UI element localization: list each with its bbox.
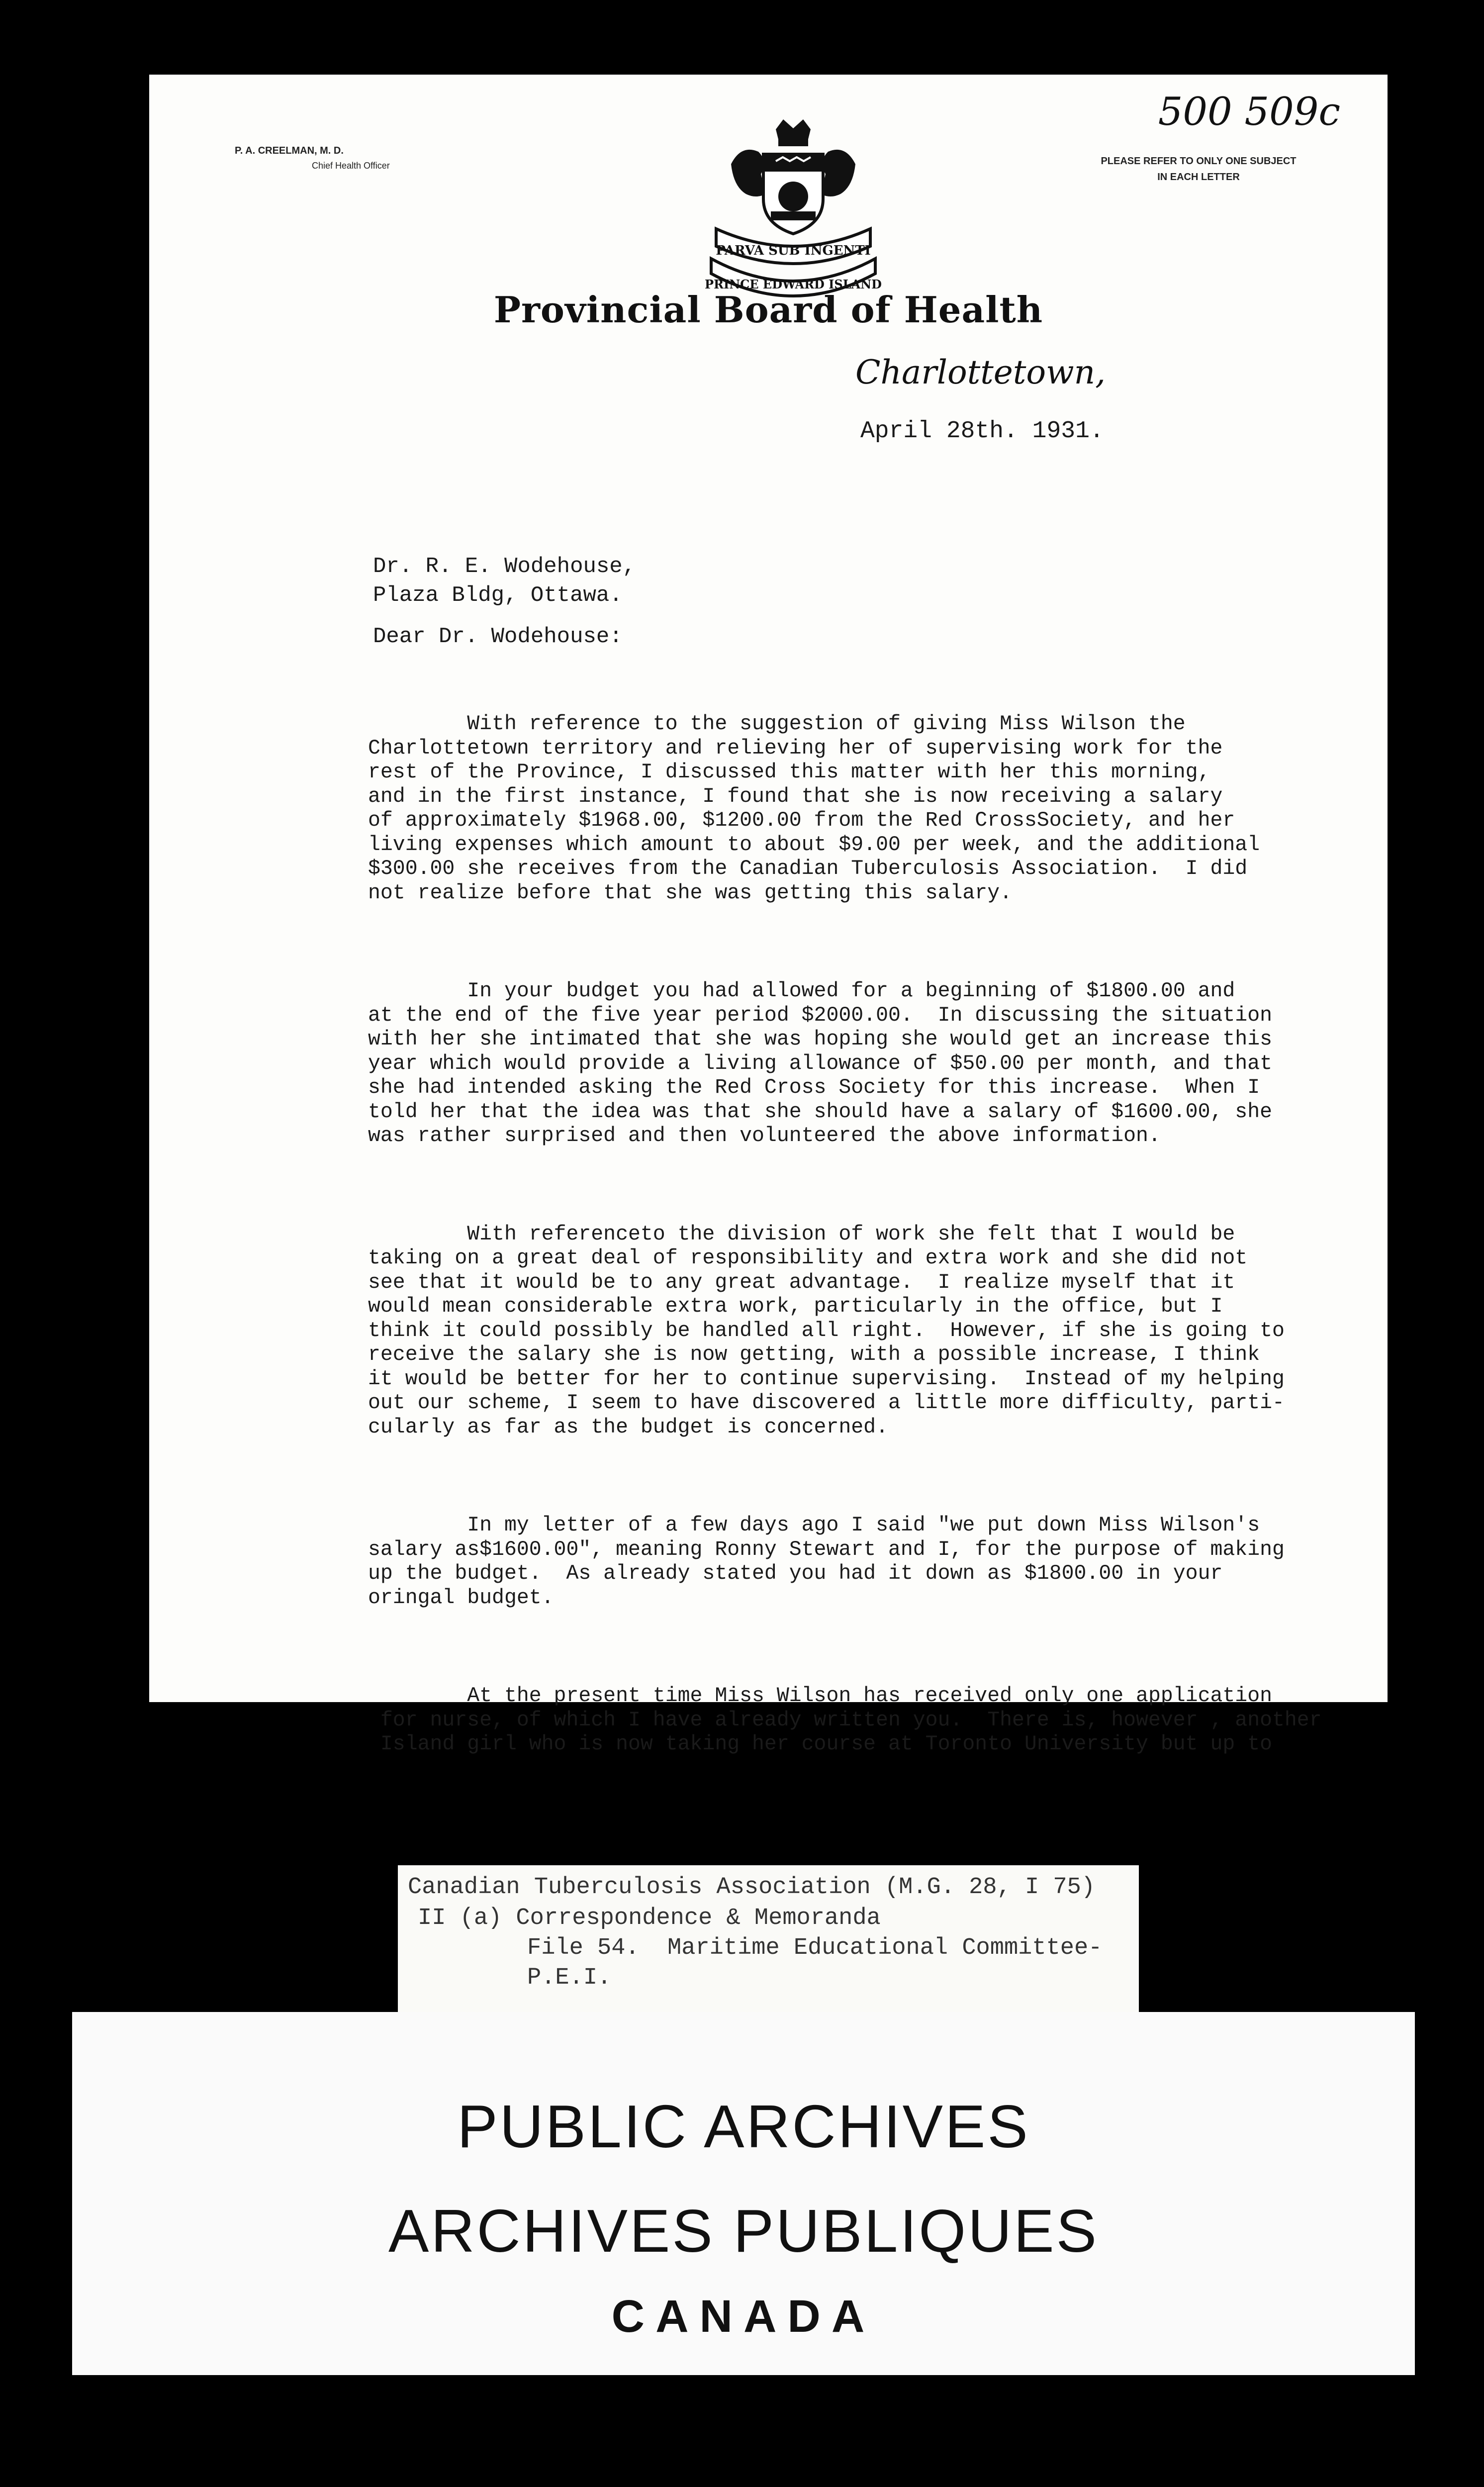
crest-motto: PARVA SUB INGENTI [716,243,871,258]
letter-page [149,75,1388,1756]
paragraph: In your budget you had allowed for a beginning of $1800.00 and at the end of the five year period $2000.00. In discussing the situation with her she intimated that she was hoping she would get an increase this year which would provide a living allowance of $50.00 per month, and that she had intended asking the Red Cross Society for this increase. When I told her that the idea was that she should have a salary of $1600.00, she was rather surprised and then volunteered the above information. [368,979,1272,1148]
paragraph: At the present time Miss Wilson has received only one application for nurse, of which I have already written you. There is, however , another Island girl who is now taking her course at Toronto University but up to [380,1684,1322,1756]
recipient-address [373,552,636,610]
refer-notice [1069,153,1328,185]
archive-label-card [398,1865,1139,2012]
address-line-2: Plaza Bldg, Ottawa. [373,583,623,608]
paragraph: With reference to the suggestion of giving Miss Wilson the Charlottetown territory and relieving her of supervising work for the rest of the Province, I discussed this matter with her this morning, and in the first instance, I found that she is now receiving a salary of approximately $1968.00, $1200.00 from the Red CrossSociety, and her living expenses which amount to about $9.00 per week, and the additional $300.00 she receives from the Canadian Tuberculosis Association. I did not realize before that she was getting this salary. [368,712,1260,905]
crest-banner: PRINCE EDWARD ISLAND [705,277,882,291]
label-line-3: File 54. Maritime Educational Committee- [527,1935,1103,1961]
banner-line-1: PUBLIC ARCHIVES [457,2093,1030,2160]
city-line: Charlottetown, [855,353,1106,391]
paragraph: With referenceto the division of work she felt that I would be taking on a great deal of responsibility and extra work and she did not see that it would be to any great advantage. I realize myself that it would mean considerable extra work, particularly in the office, but I think it could possibly be handled all right. However, if she is going to receive the salary she is now getting, with a possible increase, I think it would be better for her to continue supervising. Instead of my helping out our scheme, I seem to have discovered a little more difficulty, parti- cularly as far as the budget is concerned. [368,1222,1285,1439]
label-line-2: II (a) Correspondence & Memoranda [418,1905,881,1931]
file-number: 500 509c [1158,90,1340,134]
label-line-4: P.E.I. [527,1965,612,1991]
coat-of-arms-icon [696,109,890,303]
banner-line-2: ARCHIVES PUBLIQUES [388,2197,1099,2265]
officer-block [235,143,390,173]
banner-line-3: CANADA [611,2291,876,2342]
officer-title: Chief Health Officer [312,161,390,171]
refer-line-1: PLEASE REFER TO ONLY ONE SUBJECT [1101,156,1297,167]
archive-banner [72,2012,1415,2375]
letter-body [368,664,1343,1831]
officer-name: P. A. CREELMAN, M. D. [235,145,344,156]
refer-line-2: IN EACH LETTER [1157,172,1240,183]
label-line-1: Canadian Tuberculosis Association (M.G. 28, I 75) [408,1874,1096,1901]
address-line-1: Dr. R. E. Wodehouse, [373,554,636,579]
paragraph: In my letter of a few days ago I said "we put down Miss Wilson's salary as$1600.00", meaning Ronny Stewart and I, for the purpose of making up the budget. As already stated you had it down as $1800.00 in your oringal budget. [368,1514,1285,1610]
board-title: Provincial Board of Health [493,288,1043,331]
salutation: Dear Dr. Wodehouse: [373,624,623,649]
letter-date: April 28th. 1931. [860,418,1104,445]
